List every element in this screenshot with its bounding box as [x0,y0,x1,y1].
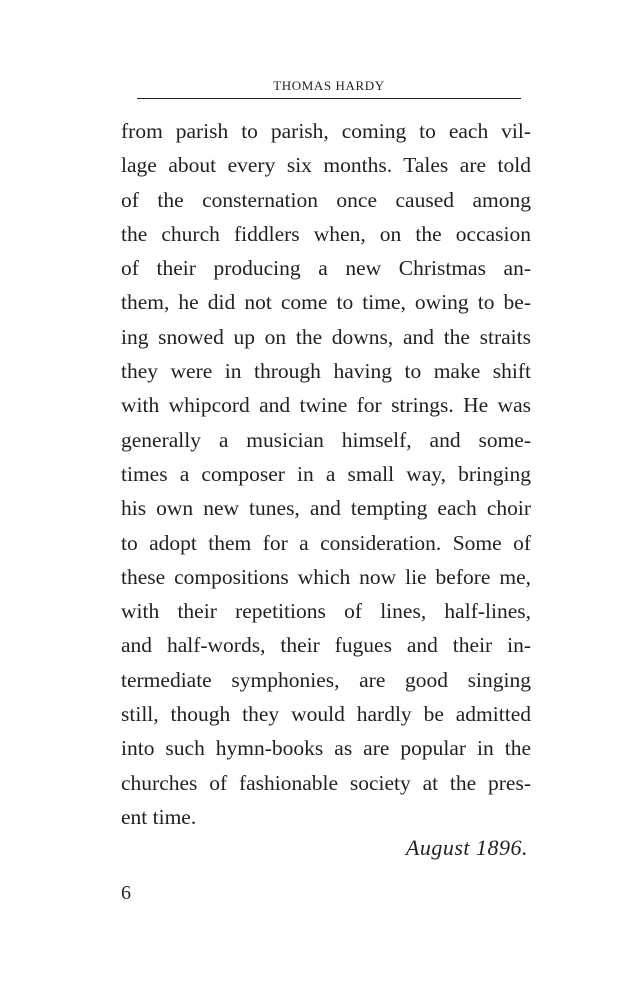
text-line: still, though they would hardly be admitted [121,702,531,727]
text-line: into such hymn-books as are popular in the [121,736,531,761]
text-line: ent time. [121,804,197,829]
text-line: ing snowed up on the downs, and the straits [121,324,531,349]
header-rule [137,98,521,99]
text-line: of the consternation once caused among [121,187,531,212]
text-line: with their repetitions of lines, half-lines, [121,599,531,624]
text-line: termediate symphonies, are good singing [121,667,531,692]
text-line: generally a musician himself, and some- [121,427,531,452]
text-line: churches of fashionable society at the pres- [121,770,531,795]
text-line: the church fiddlers when, on the occasion [121,221,531,246]
text-line: and half-words, their fugues and their in- [121,633,531,658]
text-line: with whipcord and twine for strings. He was [121,393,531,418]
page-number: 6 [121,882,131,904]
text-line: times a composer in a small way, bringing [121,461,531,486]
running-head: THOMAS HARDY [273,78,385,93]
text-line: to adopt them for a consideration. Some of [121,530,531,555]
text-line: of their producing a new Christmas an- [121,256,531,281]
text-line: they were in through having to make shift [121,359,531,384]
text-line: these compositions which now lie before me, [121,564,531,589]
signoff-date: August 1896. [405,835,528,860]
text-line: lage about every six months. Tales are told [121,153,531,178]
text-line: them, he did not come to time, owing to be- [121,290,531,315]
body-text [121,114,531,834]
text-line: from parish to parish, coming to each vil- [121,119,531,143]
text-line: his own new tunes, and tempting each choir [121,496,531,521]
